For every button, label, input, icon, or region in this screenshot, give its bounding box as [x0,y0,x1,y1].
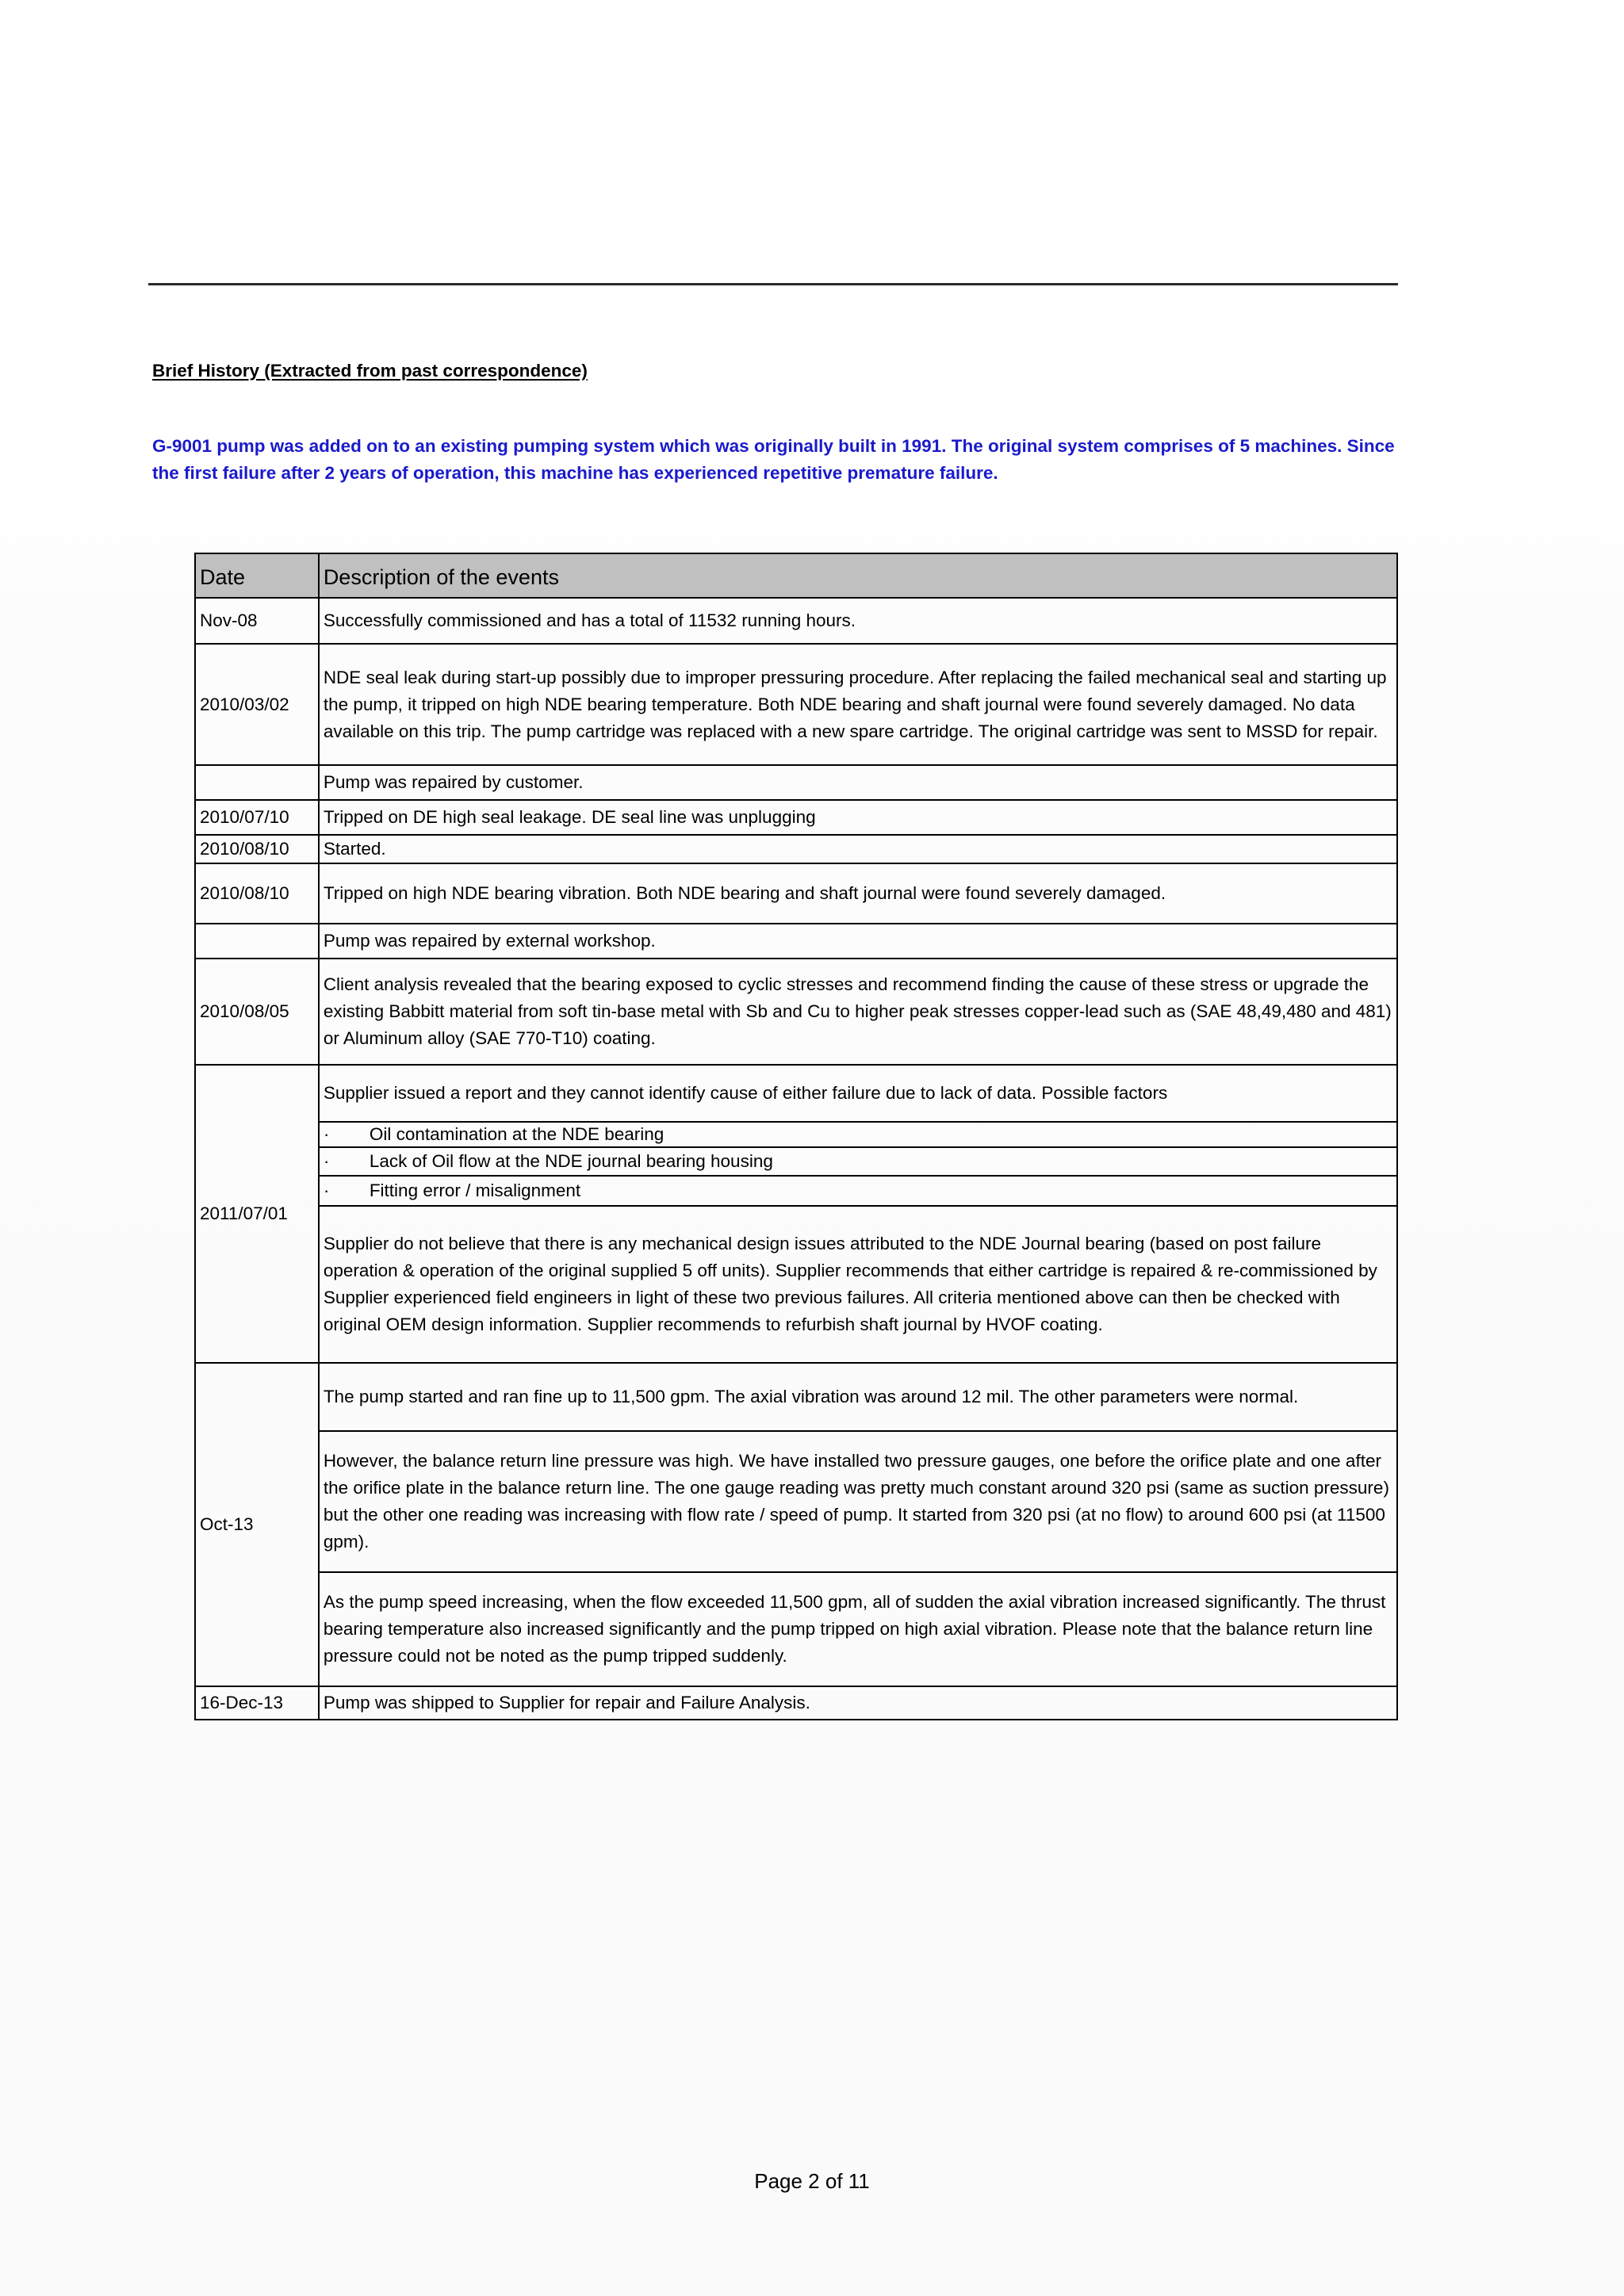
row-description: Pump was repaired by external workshop. [319,924,1397,959]
bullet-text: Oil contamination at the NDE bearing [369,1124,665,1144]
table-row [195,1363,1397,1431]
row-description: Tripped on high NDE bearing vibration. Both NDE bearing and shaft journal were found severely damaged. [319,863,1397,924]
table-row [195,1431,1397,1572]
row-date: 2010/03/02 [195,644,319,765]
row-description: Successfully commissioned and has a total of 11532 running hours. [319,598,1397,644]
table-row [195,1206,1397,1363]
row-description: Supplier do not believe that there is any mechanical design issues attributed to the NDE Journal bearing (based on post failure operation & operation of the original supplied 5 off units). Supplier recommends that either cartridge is repaired & re-commissioned by Supplier experienced field engineers in light of these two previous failures. All criteria mentioned above can then be checked with original OEM design information. Supplier recommends to refurbish shaft journal by HVOF coating. [319,1206,1397,1363]
row-description: However, the balance return line pressure was high. We have installed two pressure gauges, one before the orifice plate and one after the orifice plate in the balance return line. The one gauge reading was pretty much constant around 320 psi (same as suction pressure) but the other one reading was increasing with flow rate / speed of pump. It started from 320 psi (at no flow) to around 600 psi (at 11500 gpm). [319,1431,1397,1572]
header-date: Date [195,553,319,598]
bullet-item [319,1147,1397,1176]
table-row [195,1122,1397,1147]
row-description: The pump started and ran fine up to 11,500 gpm. The axial vibration was around 12 mil. The other parameters were normal. [319,1363,1397,1431]
row-description: Supplier issued a report and they cannot identify cause of either failure due to lack of data. Possible factors [319,1065,1397,1122]
section-title: Brief History (Extracted from past correspondence) [152,361,588,381]
row-date [195,765,319,800]
row-description: Pump was shipped to Supplier for repair and Failure Analysis. [319,1686,1397,1720]
bullet-text: Lack of Oil flow at the NDE journal bearing housing [369,1151,773,1171]
table-row [195,924,1397,959]
table-row [195,1572,1397,1686]
history-table [194,553,1398,1720]
row-description: Tripped on DE high seal leakage. DE seal line was unplugging [319,800,1397,835]
table-row [195,863,1397,924]
row-description: As the pump speed increasing, when the flow exceeded 11,500 gpm, all of sudden the axial vibration increased significantly. The thrust bearing temperature also increased significantly and the pump tripped on high axial vibration. Please note that the balance return line pressure could not be noted as the pump tripped suddenly. [319,1572,1397,1686]
bullet-text: Fitting error / misalignment [369,1181,581,1200]
header-divider [148,283,1398,285]
bullet-dot: · [323,1181,330,1200]
intro-paragraph: G-9001 pump was added on to an existing pumping system which was originally built in 1991. The original system comprises of 5 machines. Since the first failure after 2 years of operation, this machine has experienced repetitive premature failure. [152,436,1395,483]
row-date: 16-Dec-13 [195,1686,319,1720]
table-row [195,1147,1397,1176]
bullet-dot: · [323,1124,330,1144]
table-row [195,1686,1397,1720]
row-description: NDE seal leak during start-up possibly due to improper pressuring procedure. After replacing the failed mechanical seal and starting up the pump, it tripped on high NDE bearing temperature. Both NDE bearing and shaft journal were found severely damaged. No data available on this trip. The pump cartridge was replaced with a new spare cartridge. The original cartridge was sent to MSSD for repair. [319,644,1397,765]
row-date [195,924,319,959]
row-date: 2011/07/01 [195,1065,319,1363]
row-date: 2010/08/05 [195,959,319,1065]
row-description: Client analysis revealed that the bearing exposed to cyclic stresses and recommend finding the cause of these stress or upgrade the existing Babbitt material from soft tin-base metal with Sb and Cu to higher peak stresses copper-lead such as (SAE 48,49,480 and 481) or Aluminum alloy (SAE 770-T10) coating. [319,959,1397,1065]
table-row [195,800,1397,835]
table-row [195,598,1397,644]
row-date: 2010/07/10 [195,800,319,835]
row-date: 2010/08/10 [195,835,319,863]
row-date: Nov-08 [195,598,319,644]
row-date: 2010/08/10 [195,863,319,924]
bullet-item [319,1176,1397,1206]
bullet-item [319,1122,1397,1147]
bullet-dot: · [323,1151,330,1171]
table-header-row [195,553,1397,598]
table-row [195,765,1397,800]
table-row [195,835,1397,863]
row-description: Pump was repaired by customer. [319,765,1397,800]
row-date: Oct-13 [195,1363,319,1686]
page-number: Page 2 of 11 [754,2169,870,2193]
header-description: Description of the events [319,553,1397,598]
table-row [195,1176,1397,1206]
row-description: Started. [319,835,1397,863]
table-row [195,1065,1397,1122]
table-row [195,959,1397,1065]
table-row [195,644,1397,765]
